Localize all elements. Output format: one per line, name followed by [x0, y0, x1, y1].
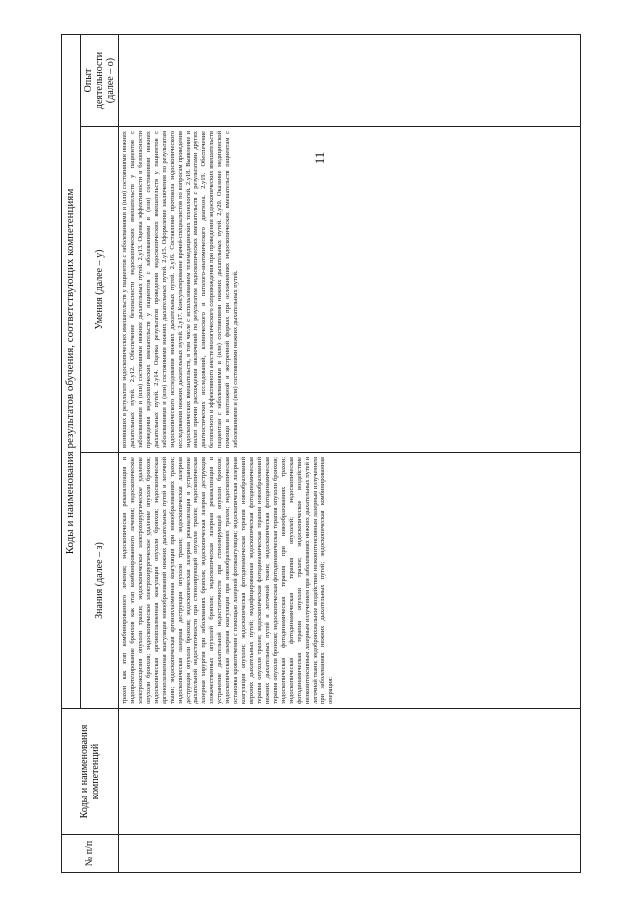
table-row	[119, 34, 581, 872]
page-number: 11	[312, 151, 327, 165]
cell-codes	[119, 709, 581, 835]
cell-num	[119, 835, 581, 873]
cell-skills	[119, 127, 581, 453]
cell-knowledge	[119, 453, 581, 709]
header-group: Коды и наименования результатов обучения, соответствующих компетенциям	[62, 34, 81, 708]
header-knowledge: Знания (далее – з)	[81, 453, 119, 709]
skills-text: возникших в результате эндоскопических вмешательств у пациентов с заболеваниями и (или) состояниями нижних дыхательных путей. 2.у12. Обеспечение безопасности эндоскопических вмешательств у пациентов с заболеваниями и (или) состояниями нижних дыхательных путей. 2.у13. Оценка эффективности и безопасности проведения эндоскопических вмешательств у пациентов с заболеваниями и (или) состояниями нижних дыхательных путей. 2.у14. Оценка результатов проведения эндоскопических вмешательств у пациентов с заболеваниями и (или) состояниями нижних дыхательных путей. 2.у15. Оформление заключения по результатам эндоскопического исследования нижних дыхательных путей. 2.у16. Составление протокола эндоскопического исследования нижних дыхательных путей. 2.у17. Консультирование врачей-специалистов по вопросам проведения эндоскопических вмешательств, в том числе с использованием телемедицинских технологий. 2.у18. Выявление и анализ причин расхождения заключений по результатам эндоскопических вмешательств с результатами других диагностических исследований, клинического и патолого-анатомического диагноза. 2.у19. Обеспечение безопасного и эффективного анестезиологического сопровождения при проведении эндоскопических вмешательств пациентам с заболеваниями и (или) состояниями нижних дыхательных путей. 2.у20. Оказание медицинской помощи в неотложной и экстренной формах при осложнениях эндоскопических вмешательств пациентам с заболеваниями и (или) состояниями нижних дыхательных путей.	[121, 131, 240, 448]
competency-table	[61, 34, 581, 873]
header-skills: Умения (далее – у)	[81, 127, 119, 453]
competency-table-sheet	[61, 35, 581, 873]
header-experience: Опыт деятельности (далее – о)	[81, 34, 119, 126]
knowledge-text: трахеи как этап комбинированного лечения; эндоскопическая реканализация и эндопротезирование бронхов как этап комбинированного лечения; эндоскопическое электроэксцизия опухоли трахеи; эндоскопическое электрохирургическое удаление опухоли бронхов; эндоскопическое электрохирургическое удаление опухоли бронхов; эндоскопическая аргоноплазменная коагуляция опухоли бронхов; эндоскопическая аргоноплазменная коагуляция новообразований нижних дыхательных путей и легочной ткани; эндоскопическая аргоноплазменная коагуляция при новообразованиях трахеи; эндоскопическая лазерная деструкция опухоли трахеи; эндоскопическая лазерная деструкция опухоли бронхов; эндоскопическая лазерная реканализация и устранение дыхательной недостаточности при стенозирующей опухоли трахеи; эндоскопическая лазерная хирургия при заболеваниях бронхов; эндоскопическая лазерная деструкция злокачественных опухолей бронхов; эндоскопическая лазерная реканализация и устранение дыхательной недостаточности при стенозирующей опухоли бронхов; эндоскопическая лазерная коагуляция при новообразованиях трахеи; эндоскопическая остановка кровотечения с помощью лазерной фотокоагуляции; эндоскопическая лазерная коагуляция опухоли; эндоскопическая фотодинамическая терапия новообразований верхних дыхательных путей; модифицированная эндоскопическая фотодинамическая терапия опухоли трахеи; эндоскопическая фотодинамическая терапия новообразований нижних дыхательных путей и легочной ткани; эндоскопическая фотодинамическая терапия опухоли бронхов; эндоскопическая фотодинамическая терапия опухоли бронхов; эндоскопическая фотодинамическая терапия при новообразованиях трахеи; эндоскопическая фотодинамическая терапия опухолей; эндоскопическая фотодинамическая терапия опухоли трахеи; эндоскопическое воздействие низкоинтенсивным лазерным излучением при заболеваниях нижних дыхательных путей и легочной ткани; эндобронхиальное воздействие низкоинтенсивным лазерным излучением при заболеваниях нижних дыхательных путей; эндоскопическая комбинированная операция:	[121, 457, 335, 704]
cell-experience	[119, 34, 581, 126]
header-codes: Коды и наименования компетенций	[62, 709, 119, 835]
header-num: № п/п	[62, 835, 119, 873]
